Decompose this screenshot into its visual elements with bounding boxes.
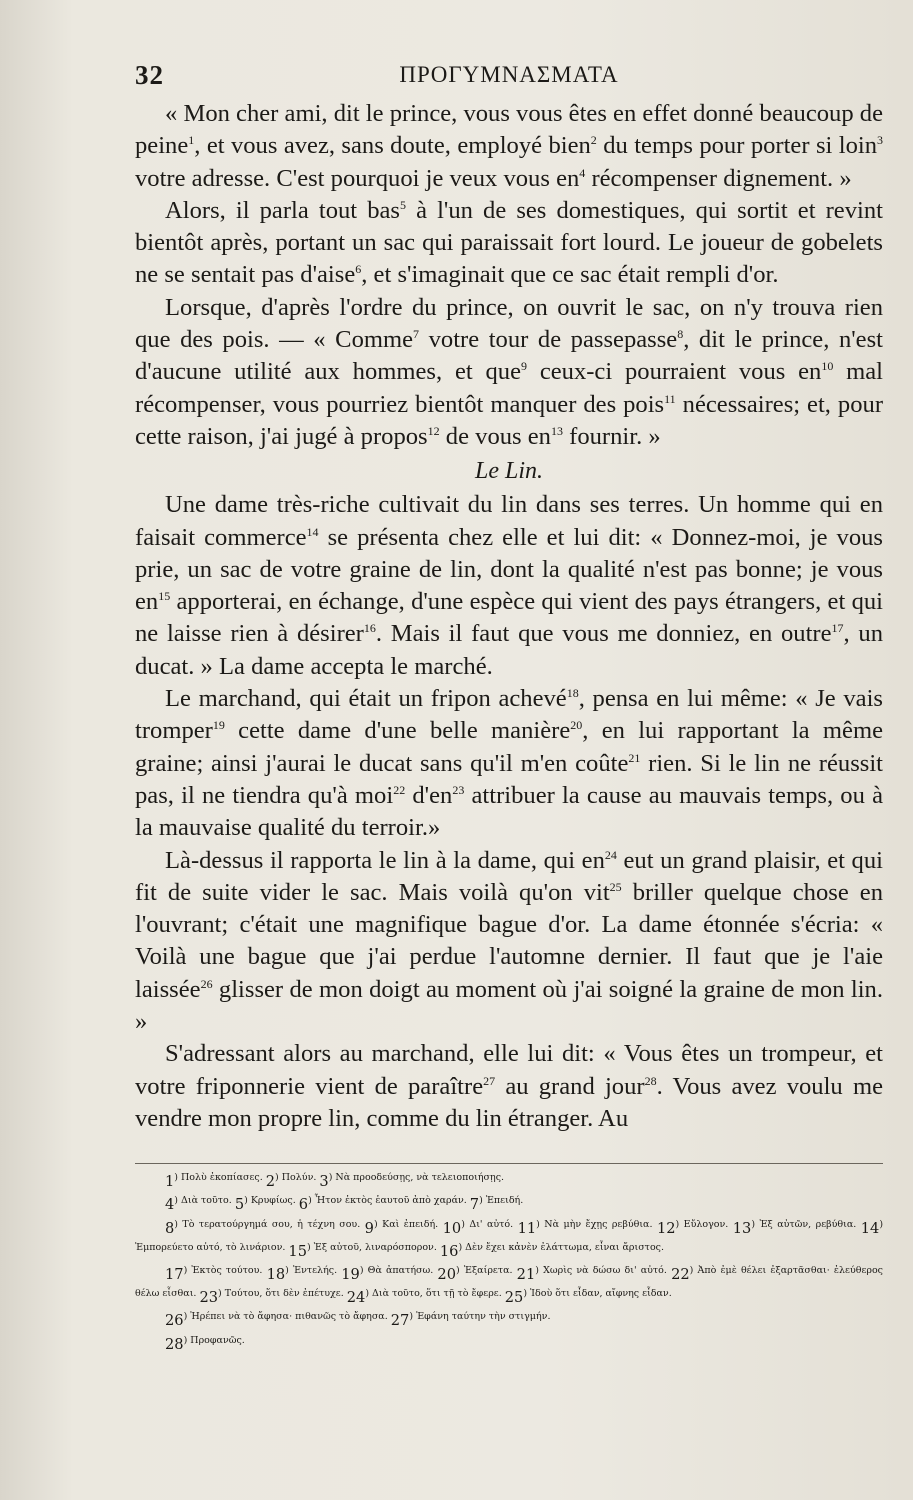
page-number: 32 <box>135 60 164 90</box>
footnote-line <box>135 1333 883 1356</box>
text-run: du temps pour porter si loin <box>596 132 878 160</box>
footnote-ref: ) Δὲν ἔχει κἀνὲν ἐλάττωμα, εἶναι ἄριστος. <box>458 1241 665 1253</box>
footnote-ref: ) Προφανῶς. <box>183 1334 245 1346</box>
footnote-ref: 28 <box>644 1073 657 1088</box>
footnote-ref: 5 <box>400 197 406 212</box>
text-run: 16 <box>439 1242 459 1260</box>
footnote-ref: 1 <box>188 133 195 148</box>
text-run: 3 <box>319 1173 329 1191</box>
text-run: rien. Si le lin ne réussit pas, il ne tiendra qu'à moi <box>135 749 884 809</box>
text-run: récompenser dignement. » <box>585 164 852 192</box>
footnote-line <box>135 1170 883 1193</box>
text-run: Lorsque, d'après l'ordre du prince, on ouvrit le sac, on n'y trouva rien que des pois. — « Comme <box>135 293 883 354</box>
footnote-ref: 15 <box>158 588 171 603</box>
text-run: mal récompenser, vous pourriez bientôt manquer des pois <box>135 358 884 418</box>
text-run: 10 <box>442 1219 462 1237</box>
footnote-ref: 27 <box>483 1073 496 1088</box>
paragraph <box>135 489 883 683</box>
text-run: apporterai, en échange, d'une espèce qui vient des pays étrangers, et qui ne laisse rien à désirer <box>135 588 883 648</box>
footnote-ref: ) Πολὺ ἐκοπίασες. <box>174 1172 266 1184</box>
footnote-ref: 24 <box>604 847 617 862</box>
footnote-ref: ) Χωρὶς νὰ δώσω δι' αὐτό. <box>535 1265 672 1277</box>
footnote-ref: ) Τούτου, ὅτι δὲν ἐπέτυχε. <box>218 1288 347 1300</box>
text-run: eut un grand plaisir, et qui fit de suite vider le sac. Mais voilà qu'on vit <box>135 846 883 906</box>
running-title: ΠΡΟΓΥΜΝΑΣΜΑΤΑ <box>399 62 619 87</box>
text-run: 5 <box>234 1196 245 1214</box>
text-run: , dit le prince, n'est d'aucune utilité aux hommes, et que <box>135 326 883 386</box>
footnote-ref: 9 <box>521 359 528 374</box>
footnote-ref: 4 <box>579 165 586 180</box>
text-run: 13 <box>732 1219 752 1237</box>
text-run: 12 <box>656 1219 676 1237</box>
paragraph <box>135 98 883 195</box>
text-run: , un ducat. » La dame accepta le marché. <box>135 620 883 680</box>
page-header <box>135 52 883 92</box>
paragraph <box>135 1038 883 1135</box>
text-run: , et vous avez, sans doute, employé bien <box>194 132 591 160</box>
paragraph <box>135 683 883 844</box>
footnote-ref: 17 <box>831 621 844 636</box>
footnote-ref: 23 <box>452 782 465 797</box>
text-run: Une dame très-riche cultivait du lin dans ses terres. Un homme qui en faisait commerce <box>135 491 883 551</box>
text-run: 7 <box>469 1196 480 1214</box>
footnote-ref: ) Διὰ τοῦτο. <box>174 1195 235 1207</box>
footnote-ref: ) Πολύν. <box>275 1172 320 1184</box>
text-run: 23 <box>199 1289 219 1307</box>
text-run: fournir. » <box>562 422 661 450</box>
text-run: 19 <box>341 1266 360 1284</box>
main-text <box>135 98 883 1135</box>
footnote-ref: 7 <box>413 326 420 341</box>
text-run: Alors, il parla tout bas <box>165 196 400 224</box>
footnote-ref: ) Ἐμπορεύετο αὐτό, τὸ λινάριον. <box>135 1218 884 1253</box>
footnote-ref: 2 <box>590 133 597 148</box>
footnote-ref: ) Ἦτον ἐκτὸς ἑαυτοῦ ἀπὸ χαράν. <box>308 1195 470 1207</box>
footnote-ref: ) Ἐπειδή. <box>479 1195 524 1207</box>
text-run: 17 <box>165 1266 184 1284</box>
footnote-line <box>135 1309 883 1332</box>
text-run: 25 <box>504 1289 524 1307</box>
footnote-ref: 10 <box>821 359 834 374</box>
footnote-ref: 8 <box>677 326 684 341</box>
footnote-line <box>135 1217 883 1263</box>
footnote-ref: ) Εὔλογον. <box>675 1218 733 1230</box>
footnote-ref: ) Ἐξ αὐτῶν, ρεβύθια. <box>751 1218 861 1230</box>
text-run: . Mais il faut que vous me donniez, en outre <box>375 620 832 648</box>
text-run: briller quelque chose en l'ouvrant; c'était une magnifique bague d'or. La dame étonnée s'écria: « Voilà une bague que j'ai perdue l'automne dernier. Il faut que je l'aie laissée <box>135 878 883 1003</box>
section-title: Le Lin. <box>474 458 543 485</box>
text-run: nécessaires; et, pour cette raison, j'ai jugé à propos <box>135 390 884 450</box>
text-run: 11 <box>517 1219 537 1237</box>
footnote-ref: 13 <box>550 423 563 438</box>
paragraph <box>135 195 883 292</box>
text-run: « Mon cher ami, dit le prince, vous vous êtes en effet donné beaucoup de peine <box>135 100 884 160</box>
footnote-ref: ) Ἐκτὸς τούτου. <box>183 1265 267 1277</box>
text-run: votre tour de passepasse <box>419 326 678 354</box>
footnote-ref: 18 <box>566 685 579 700</box>
footnote-ref: 20 <box>570 718 583 733</box>
text-run: 15 <box>288 1242 307 1260</box>
footnote-ref: ) Ἰδοὺ ὅτι εἶδαν, αἴφνης εἶδαν. <box>523 1288 672 1300</box>
text-run: . Vous avez voulu me vendre mon propre lin, comme du lin étranger. Au <box>135 1072 883 1132</box>
footnote-ref: ) Θὰ ἀπατήσω. <box>359 1265 438 1277</box>
footnote-ref: 21 <box>628 750 641 765</box>
text-run: Là-dessus il rapporta le lin à la dame, qui en <box>165 846 605 874</box>
footnote-ref: ) Τὸ τερατούργημά σου, ἡ τέχνη σου. <box>174 1218 365 1230</box>
footnote-line <box>135 1263 883 1309</box>
text-run: S'adressant alors au marchand, elle lui dit: « Vous êtes un trompeur, et votre friponnerie vient de paraître <box>135 1040 883 1100</box>
text-run: 20 <box>437 1266 456 1284</box>
footnote-ref: ) Ἀπὸ ἐμὲ θέλει ἐξαρτᾶσθαι· ἐλεύθερος θέλω εἶσθαι. <box>135 1265 883 1300</box>
paragraph <box>135 292 883 453</box>
footnote-ref: 3 <box>877 133 884 148</box>
text-run: ceux-ci pourraient vous en <box>527 358 822 386</box>
text-run: 8 <box>165 1219 175 1237</box>
text-run: 9 <box>364 1219 374 1237</box>
footnote-ref: 25 <box>609 879 622 894</box>
text-run: 22 <box>671 1266 690 1284</box>
text-run: , en lui rapportant la même graine; ainsi j'aurai le ducat sans qu'il m'en coûte <box>135 717 883 777</box>
footnote-ref: ) Ἠρέπει νὰ τὸ ἄφησα· πιθανῶς τὸ ἄφησα. <box>183 1311 391 1323</box>
text-run: 2 <box>265 1173 276 1191</box>
text-run: à l'un de ses domestiques, qui sortit et revint bientôt après, portant un sac qui paraissait fort lourd. Le joueur de gobelets ne se sentait pas d'aise <box>135 196 883 289</box>
footnote-ref: 19 <box>212 718 225 733</box>
footnote-ref: 11 <box>664 391 676 406</box>
footnote-ref: ) Διὰ τοῦτο, ὅτι τῇ τὸ ἔφερε. <box>365 1288 505 1300</box>
footnote-divider <box>135 1163 883 1164</box>
text-run: 26 <box>165 1312 184 1330</box>
footnote-ref: 16 <box>363 621 376 636</box>
footnote-ref: ) Καὶ ἐπειδή. <box>373 1218 443 1230</box>
text-run: se présenta chez elle et lui dit: « Donnez-moi, je vous prie, un sac de votre graine de lin, dont la qualité n'est pas bonne; je vous en <box>135 523 883 616</box>
text-run: 4 <box>165 1196 175 1214</box>
text-run: votre adresse. C'est pourquoi je veux vous en <box>135 164 580 192</box>
text-run: glisser de mon doigt au moment où j'ai soigné la graine de mon lin. » <box>135 975 883 1036</box>
text-run: cette dame d'une belle manière <box>224 717 571 745</box>
text-run: 18 <box>266 1266 286 1284</box>
footnote-ref: 12 <box>427 423 440 438</box>
footnote-ref: ) Δι' αὐτό. <box>461 1218 518 1230</box>
footnote-ref: ) Ἐντελής. <box>285 1265 342 1277</box>
footnotes <box>135 1170 883 1356</box>
paragraph <box>135 845 883 1039</box>
footnote-line <box>135 1193 883 1216</box>
footnote-ref: ) Κρυφίως. <box>244 1195 299 1207</box>
footnote-ref: ) Νὰ μὴν ἔχῃς ρεβύθια. <box>536 1218 657 1230</box>
footnote-ref: 22 <box>393 782 406 797</box>
text-run: , et s'imaginait que ce sac était rempli d'or. <box>361 261 779 289</box>
text-run: de vous en <box>439 422 551 450</box>
text-run: d'en <box>405 781 453 809</box>
text-run: 1 <box>165 1173 175 1191</box>
text-run: 14 <box>860 1219 880 1237</box>
footnote-ref: ) Ἐξ αὐτοῦ, λιναρόσπορον. <box>307 1241 440 1253</box>
text-run: , pensa en lui même: « Je vais tromper <box>135 685 884 745</box>
text-run: 6 <box>298 1196 309 1214</box>
footnote-ref: 26 <box>200 976 213 991</box>
text-run: attribuer la cause au mauvais temps, ou à la mauvaise qualité du terroir.» <box>135 781 883 842</box>
footnote-ref: 14 <box>306 524 319 539</box>
text-run: Le marchand, qui était un fripon achevé <box>165 685 567 713</box>
footnote-ref: ) Ἐφάνη ταύτην τὴν στιγμήν. <box>409 1311 551 1323</box>
text-run: 21 <box>516 1266 536 1284</box>
text-run: 28 <box>165 1335 184 1353</box>
text-run: 24 <box>346 1289 366 1307</box>
text-run: au grand jour <box>495 1072 645 1100</box>
text-run: 27 <box>390 1312 410 1330</box>
footnote-ref: 6 <box>355 262 362 277</box>
footnote-ref: ) Νὰ προοδεύσῃς, νὰ τελειοποιήσῃς. <box>328 1172 505 1184</box>
footnote-ref: ) Ἐξαίρετα. <box>456 1265 517 1277</box>
